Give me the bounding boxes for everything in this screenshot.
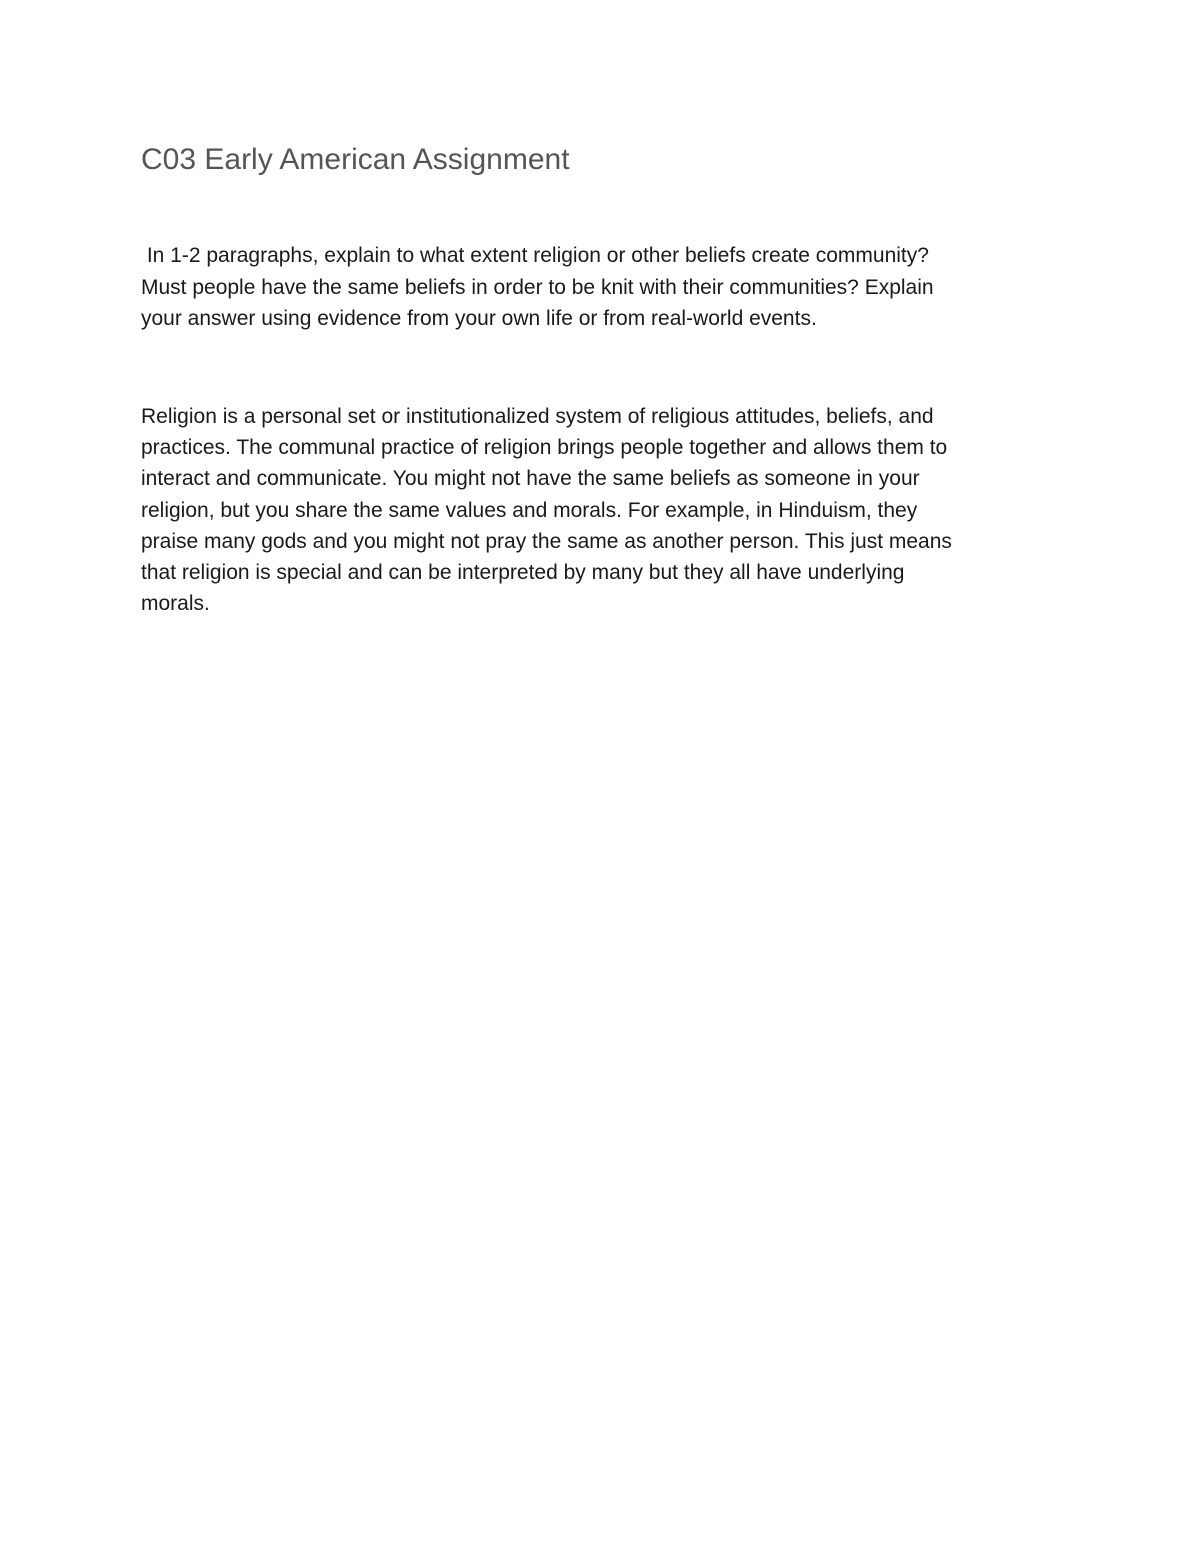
prompt-line: In 1-2 paragraphs, explain to what extent religion or other beliefs create community? (141, 244, 929, 267)
document-title: C03 Early American Assignment (141, 143, 570, 176)
assignment-prompt (141, 240, 1061, 335)
answer-line: praise many gods and you might not pray the same as another person. This just means (141, 529, 952, 553)
answer-line: interact and communicate. You might not have the same beliefs as someone in your (141, 467, 920, 491)
answer-paragraph (141, 401, 1061, 619)
answer-line: religion, but you share the same values and morals. For example, in Hinduism, they (141, 498, 918, 522)
answer-line: practices. The communal practice of religion brings people together and allows them to (141, 436, 948, 460)
answer-line: that religion is special and can be interpreted by many but they all have underlying (141, 561, 905, 585)
answer-line: morals. (141, 592, 210, 616)
answer-line: Religion is a personal set or institutionalized system of religious attitudes, beliefs, and (141, 405, 934, 428)
prompt-line: Must people have the same beliefs in order to be knit with their communities? Explain (141, 275, 934, 299)
prompt-line: your answer using evidence from your own life or from real-world events. (141, 307, 817, 330)
